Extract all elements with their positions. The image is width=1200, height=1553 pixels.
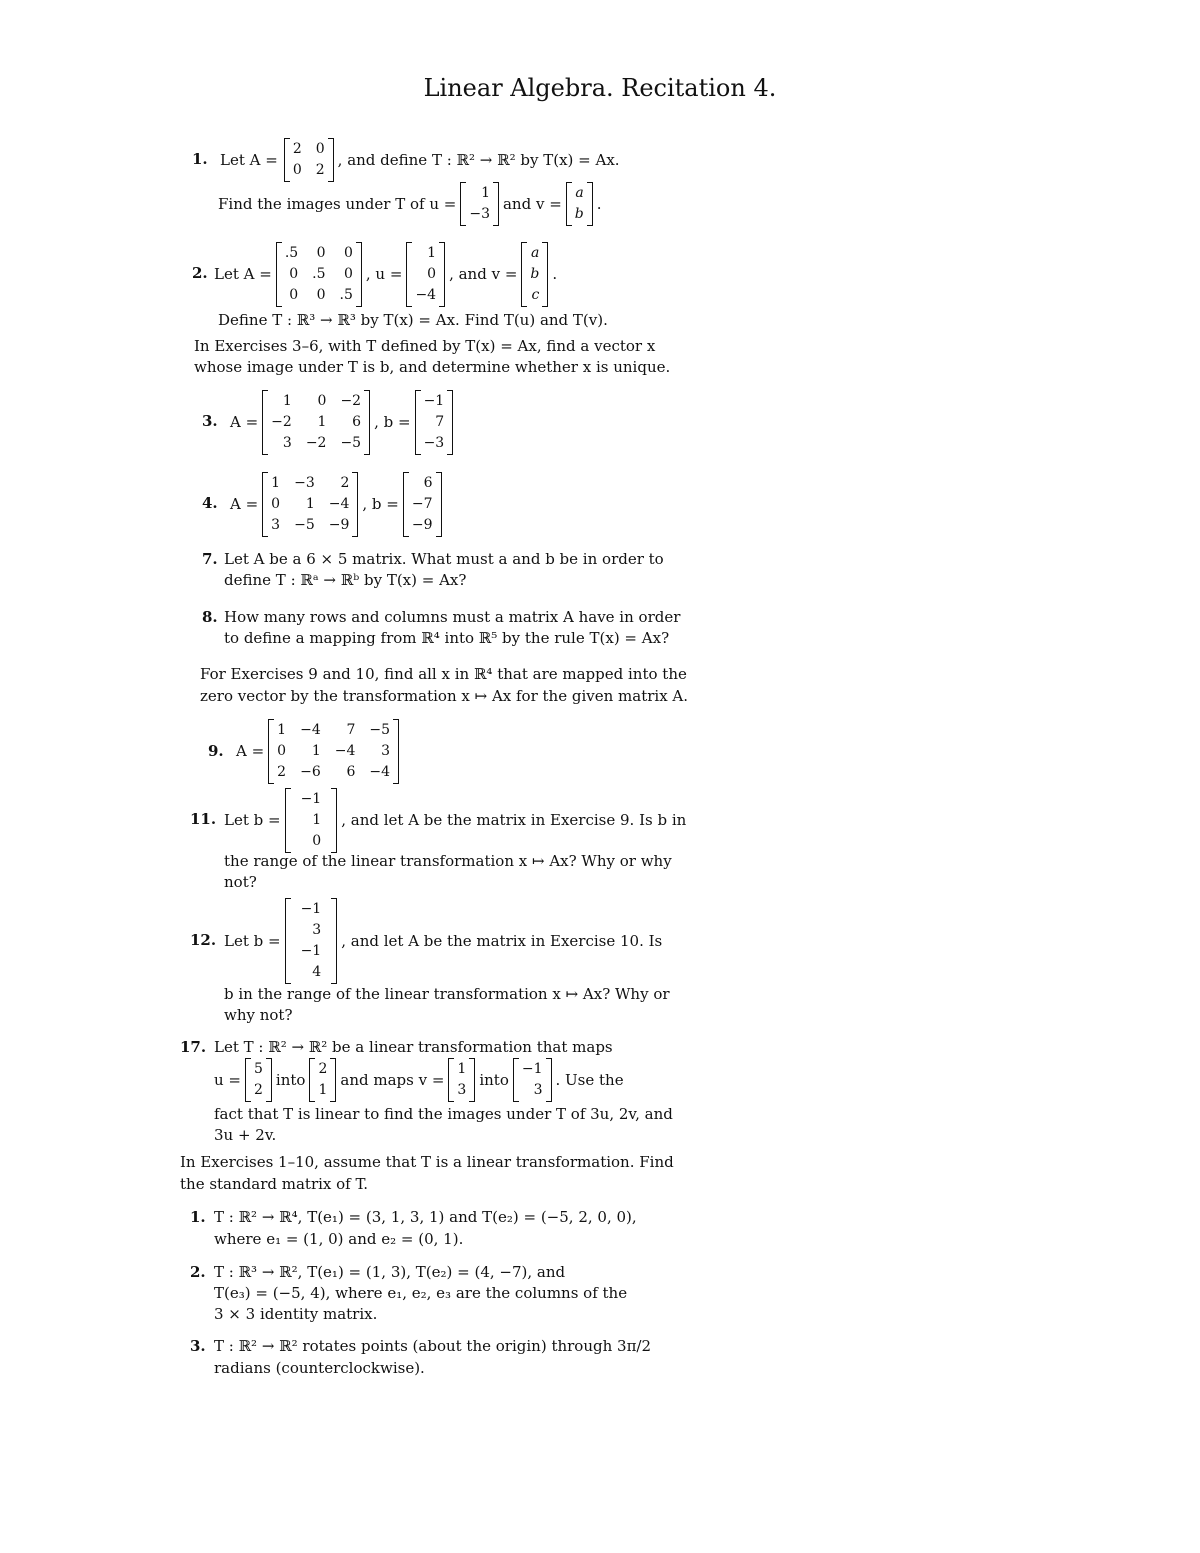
matrix-cell: 0 (427, 266, 437, 282)
matrix-cell: 3 (381, 743, 391, 759)
standard-matrix-3-line-1: T : ℝ² → ℝ² rotates points (about the origin) through 3π/2 (214, 1337, 652, 1355)
problem-1-line-1 (218, 138, 620, 182)
matrix-cell: 4 (312, 964, 322, 980)
standard-matrix-2-line-2: T(e₃) = (−5, 4), where e₁, e₂, e₃ are the columns of the (214, 1284, 628, 1302)
matrix-cell: −3 (469, 206, 490, 222)
problem-11-line-3: not? (224, 873, 257, 891)
problem-4-b-label: , b = (362, 495, 399, 513)
vector-b-problem-4 (403, 472, 442, 537)
problem-1-find: Find the images under T of u = (218, 194, 457, 213)
matrix-cell: 1 (427, 245, 437, 261)
problem-17-number: 17. (180, 1038, 207, 1056)
matrix-cell: −1 (521, 1061, 543, 1077)
standard-matrix-1-number: 1. (190, 1208, 206, 1226)
matrix-cell: 1 (481, 185, 490, 201)
matrix-cell: 1 (312, 812, 322, 828)
matrix-cell: 6 (352, 414, 362, 430)
standard-matrix-2-line-3: 3 × 3 identity matrix. (214, 1305, 378, 1323)
matrix-cell: 6 (423, 475, 433, 491)
problem-17-line-3: fact that T is linear to find the images under T of 3u, 2v, and (214, 1105, 673, 1123)
problem-11-number: 11. (190, 810, 217, 828)
matrix-cell: 0 (316, 245, 326, 261)
problem-17-u-label: u = (214, 1070, 241, 1089)
problem-3-a-label: A = (230, 413, 259, 431)
matrix-cell: 3 (312, 922, 322, 938)
problem-17-into-2: into (479, 1070, 509, 1089)
matrix-cell: 3 (533, 1082, 543, 1098)
matrix-cell: b (530, 266, 540, 282)
vector-b-problem-3 (415, 390, 454, 455)
matrix-cell: −4 (369, 764, 391, 780)
problem-17-line-1: Let T : ℝ² → ℝ² be a linear transformation that maps (214, 1038, 613, 1056)
matrix-cell: 3 (271, 517, 281, 533)
problem-2-v-label: , and v = (449, 265, 518, 283)
matrix-cell: 3 (282, 435, 292, 451)
matrix-a-problem-3 (262, 390, 370, 455)
problem-2-u-label: , u = (365, 265, 403, 283)
problem-1-end: . (596, 194, 602, 213)
vector-tu-problem-17 (309, 1058, 336, 1102)
problem-3-line (230, 390, 457, 455)
matrix-cell: −4 (415, 287, 437, 303)
problem-12-line-2: b in the range of the linear transformation x ↦ Ax? Why or (224, 985, 670, 1003)
matrix-cell: −7 (411, 496, 433, 512)
problem-4-a-label: A = (230, 495, 259, 513)
standard-matrix-2-number: 2. (190, 1263, 206, 1281)
matrix-cell: −5 (369, 722, 391, 738)
problem-12-line-3: why not? (224, 1006, 293, 1024)
matrix-cell: −3 (423, 435, 445, 451)
matrix-cell: 1 (282, 393, 292, 409)
matrix-cell: 0 (317, 393, 327, 409)
matrix-cell: 2 (254, 1082, 263, 1098)
problem-11-line-1 (224, 788, 686, 853)
problem-9-a-label: A = (236, 742, 265, 760)
matrix-cell: −1 (423, 393, 445, 409)
matrix-cell: b (574, 206, 584, 222)
matrix-a-problem-4 (262, 472, 358, 537)
matrix-cell: −4 (334, 743, 356, 759)
problem-2-let: Let A = (214, 265, 272, 283)
matrix-cell: 5 (254, 1061, 263, 1077)
problem-12-after: , and let A be the matrix in Exercise 10. Is (341, 931, 663, 950)
intro-exercises-3-6-line-2: whose image under T is b, and determine whether x is unique. (194, 358, 671, 376)
problem-9-number: 9. (208, 742, 224, 760)
matrix-cell: 0 (343, 245, 353, 261)
matrix-cell: 2 (277, 764, 287, 780)
matrix-cell: 7 (435, 414, 445, 430)
matrix-cell: −1 (300, 943, 322, 959)
matrix-cell: 1 (317, 414, 327, 430)
problem-11-line-2: the range of the linear transformation x ↦ Ax? Why or why (224, 852, 672, 870)
problem-4-number: 4. (202, 494, 218, 512)
problem-7-line-2: define T : ℝᵃ → ℝᵇ by T(x) = Ax? (224, 571, 467, 589)
matrix-cell: 0 (312, 833, 322, 849)
problem-1-number: 1. (192, 150, 208, 168)
matrix-cell: −9 (411, 517, 433, 533)
matrix-a-problem-9 (268, 719, 399, 784)
vector-v-problem-2 (521, 242, 548, 307)
vector-v-problem-1 (566, 182, 593, 226)
matrix-cell: −4 (300, 722, 321, 738)
matrix-cell: c (531, 287, 540, 303)
matrix-cell: 1 (318, 1082, 328, 1098)
problem-12-number: 12. (190, 931, 217, 949)
matrix-cell: 6 (346, 764, 356, 780)
vector-b-problem-12 (285, 898, 338, 984)
matrix-cell: a (531, 245, 540, 261)
problem-11-let: Let b = (224, 811, 281, 829)
matrix-cell: 3 (457, 1082, 467, 1098)
problem-8-line-2: to define a mapping from ℝ⁴ into ℝ⁵ by the rule T(x) = Ax? (224, 629, 670, 647)
matrix-cell: 2 (292, 141, 302, 157)
problem-2-end: . (552, 265, 558, 283)
matrix-cell: −2 (340, 393, 362, 409)
intro-exercises-1-10-line-1: In Exercises 1–10, assume that T is a linear transformation. Find (180, 1153, 674, 1171)
matrix-cell: 2 (315, 162, 325, 178)
matrix-a-problem-1 (284, 138, 334, 182)
matrix-cell: 7 (346, 722, 356, 738)
problem-17-line-2 (214, 1058, 624, 1102)
matrix-cell: 1 (311, 743, 321, 759)
vector-u-problem-17 (245, 1058, 272, 1102)
intro-exercises-9-10-line-1: For Exercises 9 and 10, find all x in ℝ⁴ that are mapped into the (200, 665, 687, 683)
matrix-cell: .5 (339, 287, 353, 303)
matrix-cell: −4 (328, 496, 350, 512)
problem-17-use: . Use the (555, 1070, 624, 1089)
vector-v-problem-17 (448, 1058, 475, 1102)
problem-1-define: , and define T : ℝ² → ℝ² by T(x) = Ax. (337, 150, 620, 169)
vector-tv-problem-17 (513, 1058, 552, 1102)
matrix-cell: .5 (284, 245, 299, 261)
problem-2-number: 2. (192, 264, 208, 282)
matrix-cell: −2 (305, 435, 327, 451)
matrix-cell: −9 (328, 517, 350, 533)
vector-u-problem-2 (406, 242, 445, 307)
matrix-cell: 2 (340, 475, 350, 491)
problem-17-line-4: 3u + 2v. (214, 1126, 277, 1144)
problem-12-line-1 (224, 898, 662, 984)
problem-7-number: 7. (202, 550, 218, 568)
problem-3-number: 3. (202, 412, 218, 430)
matrix-cell: .5 (312, 266, 326, 282)
intro-exercises-1-10-line-2: the standard matrix of T. (180, 1175, 369, 1193)
standard-matrix-3-number: 3. (190, 1337, 206, 1355)
matrix-cell: a (575, 185, 584, 201)
problem-4-line (230, 472, 446, 537)
intro-exercises-3-6-line-1: In Exercises 3–6, with T defined by T(x) = Ax, find a vector x (194, 337, 656, 355)
standard-matrix-1-line-2: where e₁ = (1, 0) and e₂ = (0, 1). (214, 1230, 464, 1248)
matrix-cell: −1 (300, 901, 322, 917)
matrix-cell: 0 (316, 287, 326, 303)
problem-12-let: Let b = (224, 931, 281, 950)
problem-2-define: Define T : ℝ³ → ℝ³ by T(x) = Ax. Find T(u) and T(v). (218, 311, 608, 329)
standard-matrix-3-line-2: radians (counterclockwise). (214, 1359, 425, 1377)
standard-matrix-1-line-1: T : ℝ² → ℝ⁴, T(e₁) = (3, 1, 3, 1) and T(e₂) = (−5, 2, 0, 0), (214, 1208, 637, 1226)
problem-8-number: 8. (202, 608, 218, 626)
matrix-cell: 0 (289, 287, 299, 303)
standard-matrix-2-line-1: T : ℝ³ → ℝ², T(e₁) = (1, 3), T(e₂) = (4, −7), and (214, 1263, 566, 1281)
matrix-cell: 0 (271, 496, 281, 512)
matrix-cell: −1 (300, 791, 322, 807)
matrix-cell: 0 (315, 141, 325, 157)
problem-11-after: , and let A be the matrix in Exercise 9. Is b in (341, 811, 687, 829)
matrix-cell: −5 (340, 435, 362, 451)
matrix-cell: 1 (305, 496, 315, 512)
matrix-cell: 1 (271, 475, 281, 491)
problem-17-into-1: into (275, 1070, 306, 1089)
matrix-a-problem-2 (276, 242, 362, 307)
problem-8-line-1: How many rows and columns must a matrix A have in order (224, 608, 681, 626)
matrix-cell: 0 (343, 266, 353, 282)
problem-1-let: Let A = (220, 150, 278, 169)
matrix-cell: 0 (292, 162, 302, 178)
problem-17-and-maps: and maps v = (340, 1070, 445, 1089)
problem-1-and-v: and v = (502, 194, 562, 213)
matrix-cell: −3 (294, 475, 315, 491)
matrix-cell: 1 (457, 1061, 467, 1077)
vector-b-problem-11 (285, 788, 338, 853)
vector-u-problem-1 (460, 182, 499, 226)
matrix-cell: −2 (271, 414, 292, 430)
matrix-cell: −5 (294, 517, 315, 533)
matrix-cell: 0 (277, 743, 287, 759)
problem-2-line-1 (214, 242, 557, 307)
matrix-cell: 2 (318, 1061, 328, 1077)
intro-exercises-9-10-line-2: zero vector by the transformation x ↦ Ax for the given matrix A. (200, 687, 689, 705)
matrix-cell: 1 (277, 722, 287, 738)
matrix-cell: −6 (300, 764, 321, 780)
page-title: Linear Algebra. Recitation 4. (423, 74, 777, 102)
problem-1-line-2 (218, 182, 602, 226)
problem-9-line (236, 719, 403, 784)
problem-7-line-1: Let A be a 6 × 5 matrix. What must a and b be in order to (224, 550, 664, 568)
problem-3-b-label: , b = (374, 413, 411, 431)
matrix-cell: 0 (289, 266, 299, 282)
